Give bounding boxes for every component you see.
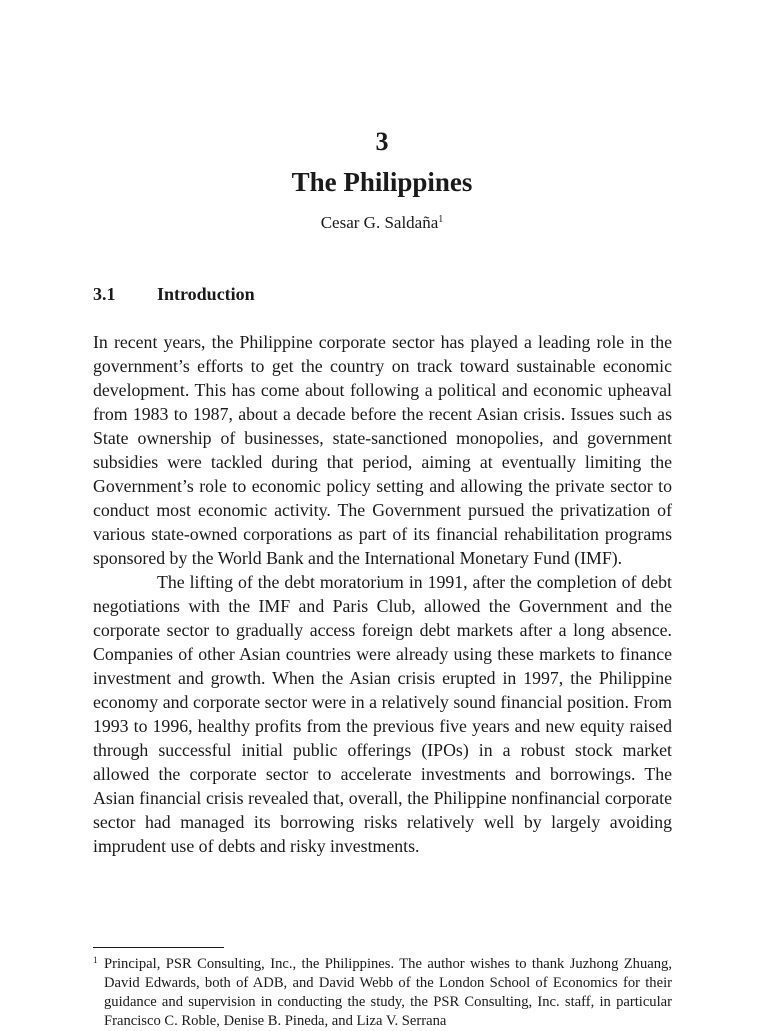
- footnote: [93, 955, 672, 1031]
- paragraph: In recent years, the Philippine corporate sector has played a leading role in the government’s efforts to get the country on track toward sustainable economic development. This has come about following a political and economic upheaval from 1983 to 1987, about a decade before the recent Asian crisis. Issues such as State ownership of businesses, state-sanctioned monopolies, and government subsidies were tackled during that period, aiming at eventually limiting the Government’s role to economic policy setting and allowing the private sector to conduct most economic activity. The Government pursued the privatization of various state-owned corporations as part of its financial rehabilitation programs sponsored by the World Bank and the International Monetary Fund (IMF).: [93, 332, 672, 568]
- paragraph: The lifting of the debt moratorium in 1991, after the completion of debt negotiations with the IMF and Paris Club, allowed the Government and the corporate sector to gradually access foreign debt markets after a long absence. Companies of other Asian countries were already using these markets to finance investment and growth. When the Asian crisis erupted in 1997, the Philippine economy and corporate sector were in a relatively sound financial position. From 1993 to 1996, healthy profits from the previous five years and new equity raised through successful initial public offerings (IPOs) in a robust stock market allowed the corporate sector to accelerate investments and borrowings. The Asian financial crisis revealed that, overall, the Philippine nonfinancial corporate sector had managed its borrowing risks relatively well by largely avoiding imprudent use of debts and risky investments.: [93, 572, 672, 856]
- footnote-mark: 1: [93, 955, 98, 965]
- author-footnote-mark: 1: [438, 214, 444, 225]
- section-heading: [93, 283, 255, 305]
- chapter-title: The Philippines: [291, 167, 473, 197]
- body-text: [93, 330, 672, 858]
- footnote-text: Principal, PSR Consulting, Inc., the Philippines. The author wishes to thank Juzhong Zhuang, David Edwards, both of ADB, and David Webb of the London School of Economics for their guidance and supervision in conducting the study, the PSR Consulting, Inc. staff, in particular Francisco C. Roble, Denise B. Pineda, and Liza V. Serrana: [104, 956, 672, 1029]
- chapter-number: 3: [375, 127, 389, 156]
- chapter-author: [0, 212, 764, 234]
- footnote-rule: [93, 947, 224, 948]
- section-title: Introduction: [157, 284, 255, 304]
- section-number: 3.1: [93, 284, 116, 304]
- author-name: Cesar G. Saldaña: [320, 213, 439, 232]
